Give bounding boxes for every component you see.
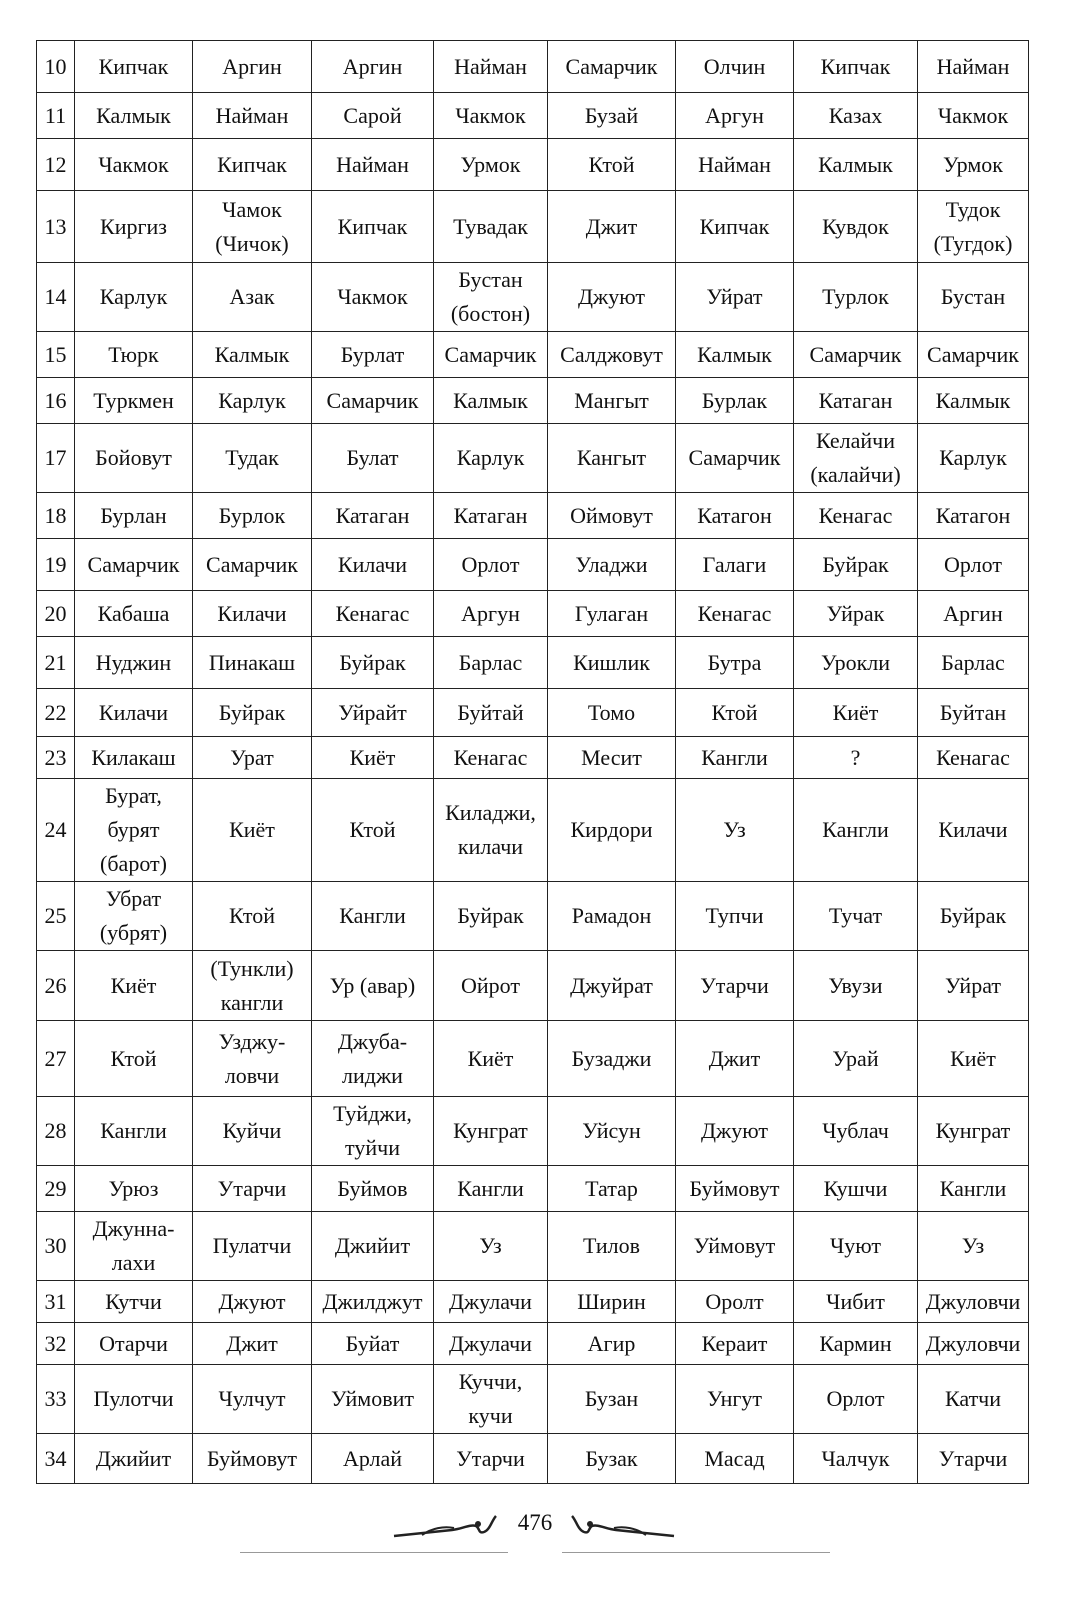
table-cell: Буйрак: [794, 539, 918, 591]
table-cell: Уйрайт: [312, 689, 434, 737]
table-cell: Уймовут: [676, 1212, 794, 1281]
table-cell: Томо: [548, 689, 676, 737]
footer-rule-left: [240, 1552, 508, 1553]
table-cell: Самарчик: [434, 332, 548, 378]
table-cell: Оролт: [676, 1281, 794, 1323]
table-cell: Самарчик: [676, 424, 794, 493]
table-cell: Утарчи: [434, 1434, 548, 1484]
table-row: [37, 689, 1029, 737]
row-number-cell: 22: [37, 689, 75, 737]
table-cell: Салджовут: [548, 332, 676, 378]
table-row: [37, 779, 1029, 882]
table-cell: Орлот: [794, 1365, 918, 1434]
table-cell: Киёт: [794, 689, 918, 737]
table-cell: Оймовут: [548, 493, 676, 539]
table-cell: Уйрак: [794, 591, 918, 637]
table-cell: Катчи: [918, 1365, 1029, 1434]
footer-rule-right: [562, 1552, 830, 1553]
table-cell: Джилджут: [312, 1281, 434, 1323]
table-cell: Киёт: [312, 737, 434, 779]
table-cell: Кипчак: [312, 191, 434, 263]
table-cell: Буймовут: [193, 1434, 312, 1484]
table-cell: Найман: [193, 93, 312, 139]
row-number-cell: 25: [37, 882, 75, 951]
table-cell: Ктой: [75, 1021, 193, 1097]
table-row: [37, 637, 1029, 689]
table-cell: Кипчак: [193, 139, 312, 191]
table-row: [37, 424, 1029, 493]
table-cell: Увузи: [794, 951, 918, 1021]
table-cell: Бутра: [676, 637, 794, 689]
table-cell: Аргин: [193, 41, 312, 93]
table-cell: Чуют: [794, 1212, 918, 1281]
table-row: [37, 737, 1029, 779]
row-number-cell: 32: [37, 1323, 75, 1365]
table-cell: Кушчи: [794, 1166, 918, 1212]
table-cell: Ойрот: [434, 951, 548, 1021]
table-cell: Буйтан: [918, 689, 1029, 737]
table-cell: Бузак: [548, 1434, 676, 1484]
table-cell: Чакмок: [434, 93, 548, 139]
table-cell: Чакмок: [312, 263, 434, 332]
table-cell: Бустан (бостон): [434, 263, 548, 332]
table-cell: Кангли: [918, 1166, 1029, 1212]
table-cell: Найман: [918, 41, 1029, 93]
table-cell: Джуба- лиджи: [312, 1021, 434, 1097]
table-row: [37, 951, 1029, 1021]
row-number-cell: 30: [37, 1212, 75, 1281]
row-number-cell: 34: [37, 1434, 75, 1484]
table-cell: Бойовут: [75, 424, 193, 493]
table-cell: Килачи: [312, 539, 434, 591]
row-number-cell: 23: [37, 737, 75, 779]
table-cell: Кенагас: [676, 591, 794, 637]
table-cell: Самарчик: [918, 332, 1029, 378]
table-cell: Джуют: [548, 263, 676, 332]
table-cell: Урмок: [434, 139, 548, 191]
table-row: [37, 493, 1029, 539]
row-number-cell: 16: [37, 378, 75, 424]
row-number-cell: 29: [37, 1166, 75, 1212]
table-cell: Чакмок: [918, 93, 1029, 139]
table-cell: Арлай: [312, 1434, 434, 1484]
table-cell: Буймовут: [676, 1166, 794, 1212]
table-cell: Бурат, бурят (барот): [75, 779, 193, 882]
table-cell: Кирдори: [548, 779, 676, 882]
table-cell: Карлук: [193, 378, 312, 424]
table-cell: Сарой: [312, 93, 434, 139]
page-footer: [0, 1504, 1082, 1564]
table-row: [37, 378, 1029, 424]
table-row: [37, 93, 1029, 139]
table-cell: Пулотчи: [75, 1365, 193, 1434]
table-cell: Гулаган: [548, 591, 676, 637]
row-number-cell: 15: [37, 332, 75, 378]
row-number-cell: 11: [37, 93, 75, 139]
table-cell: Джуйрат: [548, 951, 676, 1021]
table-row: [37, 1365, 1029, 1434]
table-cell: Ктой: [312, 779, 434, 882]
table-cell: Чамок (Чичок): [193, 191, 312, 263]
table-cell: Кенагас: [434, 737, 548, 779]
table-cell: Килачи: [193, 591, 312, 637]
table-cell: Кангли: [434, 1166, 548, 1212]
table-cell: Киёт: [75, 951, 193, 1021]
table-cell: Кангли: [794, 779, 918, 882]
table-cell: Кенагас: [794, 493, 918, 539]
table-cell: Буйрак: [193, 689, 312, 737]
table-cell: Ширин: [548, 1281, 676, 1323]
table-cell: Барлас: [434, 637, 548, 689]
table-cell: Кенагас: [312, 591, 434, 637]
table-cell: Джийит: [75, 1434, 193, 1484]
table-cell: Туркмен: [75, 378, 193, 424]
table-cell: Карлук: [434, 424, 548, 493]
table-cell: Киёт: [434, 1021, 548, 1097]
table-row: [37, 263, 1029, 332]
table-cell: Киладжи, килачи: [434, 779, 548, 882]
table-cell: Тудак: [193, 424, 312, 493]
table-cell: Кабаша: [75, 591, 193, 637]
table-row: [37, 1212, 1029, 1281]
table-cell: Бустан: [918, 263, 1029, 332]
table-cell: Джуют: [193, 1281, 312, 1323]
table-cell: Азак: [193, 263, 312, 332]
table-cell: Калмык: [676, 332, 794, 378]
table-cell: Утарчи: [918, 1434, 1029, 1484]
table-cell: Джуловчи: [918, 1323, 1029, 1365]
table-cell: Отарчи: [75, 1323, 193, 1365]
table-cell: Пинакаш: [193, 637, 312, 689]
table-cell: Уйрат: [676, 263, 794, 332]
table-cell: Самарчик: [75, 539, 193, 591]
table-cell: Бурлан: [75, 493, 193, 539]
page-number: 476: [517, 1510, 553, 1535]
table-cell: Бурлок: [193, 493, 312, 539]
table-cell: ?: [794, 737, 918, 779]
table-row: [37, 139, 1029, 191]
table-cell: Ктой: [193, 882, 312, 951]
table-cell: Масад: [676, 1434, 794, 1484]
table-cell: Кипчак: [676, 191, 794, 263]
row-number-cell: 10: [37, 41, 75, 93]
table-cell: Катагон: [918, 493, 1029, 539]
table-row: [37, 41, 1029, 93]
table-cell: Калмык: [75, 93, 193, 139]
table-cell: Уз: [918, 1212, 1029, 1281]
table-cell: Орлот: [918, 539, 1029, 591]
table-cell: Кувдок: [794, 191, 918, 263]
table-cell: Кераит: [676, 1323, 794, 1365]
table-cell: Уз: [434, 1212, 548, 1281]
table-cell: Кипчак: [794, 41, 918, 93]
row-number-cell: 12: [37, 139, 75, 191]
table-cell: Келайчи (калайчи): [794, 424, 918, 493]
table-cell: Джулачи: [434, 1281, 548, 1323]
table-cell: Катаган: [434, 493, 548, 539]
table-cell: Кунграт: [434, 1097, 548, 1166]
table-cell: Калмык: [193, 332, 312, 378]
table-cell: Галаги: [676, 539, 794, 591]
table-cell: Кангли: [676, 737, 794, 779]
ornament-left-icon: [392, 1512, 502, 1542]
row-number-cell: 18: [37, 493, 75, 539]
table-cell: Урай: [794, 1021, 918, 1097]
table-cell: Кенагас: [918, 737, 1029, 779]
table-cell: Уймовит: [312, 1365, 434, 1434]
table-cell: Турлок: [794, 263, 918, 332]
table-row: [37, 1021, 1029, 1097]
table-cell: Катаган: [312, 493, 434, 539]
table-cell: Ктой: [548, 139, 676, 191]
table-cell: Узджу- ловчи: [193, 1021, 312, 1097]
table-row: [37, 1323, 1029, 1365]
table-cell: Нуджин: [75, 637, 193, 689]
table-cell: Найман: [434, 41, 548, 93]
table-cell: Пулатчи: [193, 1212, 312, 1281]
table-cell: Самарчик: [794, 332, 918, 378]
row-number-cell: 26: [37, 951, 75, 1021]
table-cell: Уйсун: [548, 1097, 676, 1166]
table-cell: Катаган: [794, 378, 918, 424]
table-cell: Урмок: [918, 139, 1029, 191]
table-cell: Булат: [312, 424, 434, 493]
table-cell: Аргин: [918, 591, 1029, 637]
table-cell: Самарчик: [548, 41, 676, 93]
table-row: [37, 591, 1029, 637]
table-cell: Урокли: [794, 637, 918, 689]
table-cell: Барлас: [918, 637, 1029, 689]
table-cell: Киёт: [918, 1021, 1029, 1097]
table-cell: Калмык: [794, 139, 918, 191]
table-cell: Найман: [312, 139, 434, 191]
table-cell: Джит: [193, 1323, 312, 1365]
table-cell: Тудок (Тугдок): [918, 191, 1029, 263]
table-cell: Урюз: [75, 1166, 193, 1212]
table-cell: Аргун: [676, 93, 794, 139]
table-cell: Бузай: [548, 93, 676, 139]
table-cell: Куйчи: [193, 1097, 312, 1166]
table-cell: Чакмок: [75, 139, 193, 191]
table-cell: Утарчи: [676, 951, 794, 1021]
table-cell: Чибит: [794, 1281, 918, 1323]
table-cell: Буймов: [312, 1166, 434, 1212]
ornament-right-icon: [566, 1512, 676, 1542]
table-row: [37, 1434, 1029, 1484]
table-row: [37, 1281, 1029, 1323]
table-cell: Буйрак: [434, 882, 548, 951]
table-cell: Буйтай: [434, 689, 548, 737]
table-cell: Кипчак: [75, 41, 193, 93]
table-row: [37, 332, 1029, 378]
table-cell: Куччи, кучи: [434, 1365, 548, 1434]
row-number-cell: 17: [37, 424, 75, 493]
table-cell: Рамадон: [548, 882, 676, 951]
table-cell: Уладжи: [548, 539, 676, 591]
table-cell: Бузаджи: [548, 1021, 676, 1097]
table-row: [37, 1097, 1029, 1166]
table-cell: Джийит: [312, 1212, 434, 1281]
table-cell: Карлук: [918, 424, 1029, 493]
table-cell: Самарчик: [193, 539, 312, 591]
table-row: [37, 539, 1029, 591]
table-cell: Самарчик: [312, 378, 434, 424]
table-cell: Казах: [794, 93, 918, 139]
table-cell: Буйрак: [918, 882, 1029, 951]
table-cell: Карлук: [75, 263, 193, 332]
table-cell: Килачи: [918, 779, 1029, 882]
table-cell: Килачи: [75, 689, 193, 737]
table-cell: Олчин: [676, 41, 794, 93]
table-cell: Чалчук: [794, 1434, 918, 1484]
table-cell: Тилов: [548, 1212, 676, 1281]
table-cell: Джит: [548, 191, 676, 263]
table-cell: Калмык: [434, 378, 548, 424]
row-number-cell: 24: [37, 779, 75, 882]
table-cell: Киргиз: [75, 191, 193, 263]
table-cell: Бузан: [548, 1365, 676, 1434]
table-cell: Джулачи: [434, 1323, 548, 1365]
table-cell: Ур (авар): [312, 951, 434, 1021]
table-cell: Туйджи, туйчи: [312, 1097, 434, 1166]
table-cell: Аргун: [434, 591, 548, 637]
table-cell: Утарчи: [193, 1166, 312, 1212]
row-number-cell: 31: [37, 1281, 75, 1323]
row-number-cell: 20: [37, 591, 75, 637]
table-cell: Чулчут: [193, 1365, 312, 1434]
table-cell: Тувадак: [434, 191, 548, 263]
row-number-cell: 33: [37, 1365, 75, 1434]
table-cell: Калмык: [918, 378, 1029, 424]
table-cell: Кангыт: [548, 424, 676, 493]
table-cell: Кангли: [75, 1097, 193, 1166]
table-cell: Бурлат: [312, 332, 434, 378]
table-cell: Ктой: [676, 689, 794, 737]
table-cell: Мангыт: [548, 378, 676, 424]
table-cell: Убрат (убрят): [75, 882, 193, 951]
row-number-cell: 28: [37, 1097, 75, 1166]
table-row: [37, 191, 1029, 263]
table-cell: Кишлик: [548, 637, 676, 689]
table-cell: Тюрк: [75, 332, 193, 378]
table-cell: Унгут: [676, 1365, 794, 1434]
row-number-cell: 27: [37, 1021, 75, 1097]
table-cell: Чублач: [794, 1097, 918, 1166]
row-number-cell: 14: [37, 263, 75, 332]
table-cell: Буйрак: [312, 637, 434, 689]
table-cell: Месит: [548, 737, 676, 779]
table-cell: Буйат: [312, 1323, 434, 1365]
row-number-cell: 13: [37, 191, 75, 263]
table-cell: Бурлак: [676, 378, 794, 424]
table-row: [37, 1166, 1029, 1212]
table-cell: Агир: [548, 1323, 676, 1365]
table-row: [37, 882, 1029, 951]
tribe-table: [36, 40, 1029, 1484]
table-cell: Килакаш: [75, 737, 193, 779]
table-cell: Киёт: [193, 779, 312, 882]
table-cell: Урат: [193, 737, 312, 779]
table-cell: Уйрат: [918, 951, 1029, 1021]
table-cell: Орлот: [434, 539, 548, 591]
table-cell: (Тункли) кангли: [193, 951, 312, 1021]
table-cell: Кангли: [312, 882, 434, 951]
table-cell: Аргин: [312, 41, 434, 93]
table-cell: Тучат: [794, 882, 918, 951]
table-cell: Джунна- лахи: [75, 1212, 193, 1281]
table-cell: Джит: [676, 1021, 794, 1097]
table-cell: Кунграт: [918, 1097, 1029, 1166]
table-cell: Кутчи: [75, 1281, 193, 1323]
table-cell: Кармин: [794, 1323, 918, 1365]
table-cell: Найман: [676, 139, 794, 191]
row-number-cell: 21: [37, 637, 75, 689]
table-cell: Джуют: [676, 1097, 794, 1166]
table-cell: Джуловчи: [918, 1281, 1029, 1323]
table-cell: Катагон: [676, 493, 794, 539]
table-cell: Татар: [548, 1166, 676, 1212]
table-cell: Уз: [676, 779, 794, 882]
row-number-cell: 19: [37, 539, 75, 591]
table-cell: Тупчи: [676, 882, 794, 951]
